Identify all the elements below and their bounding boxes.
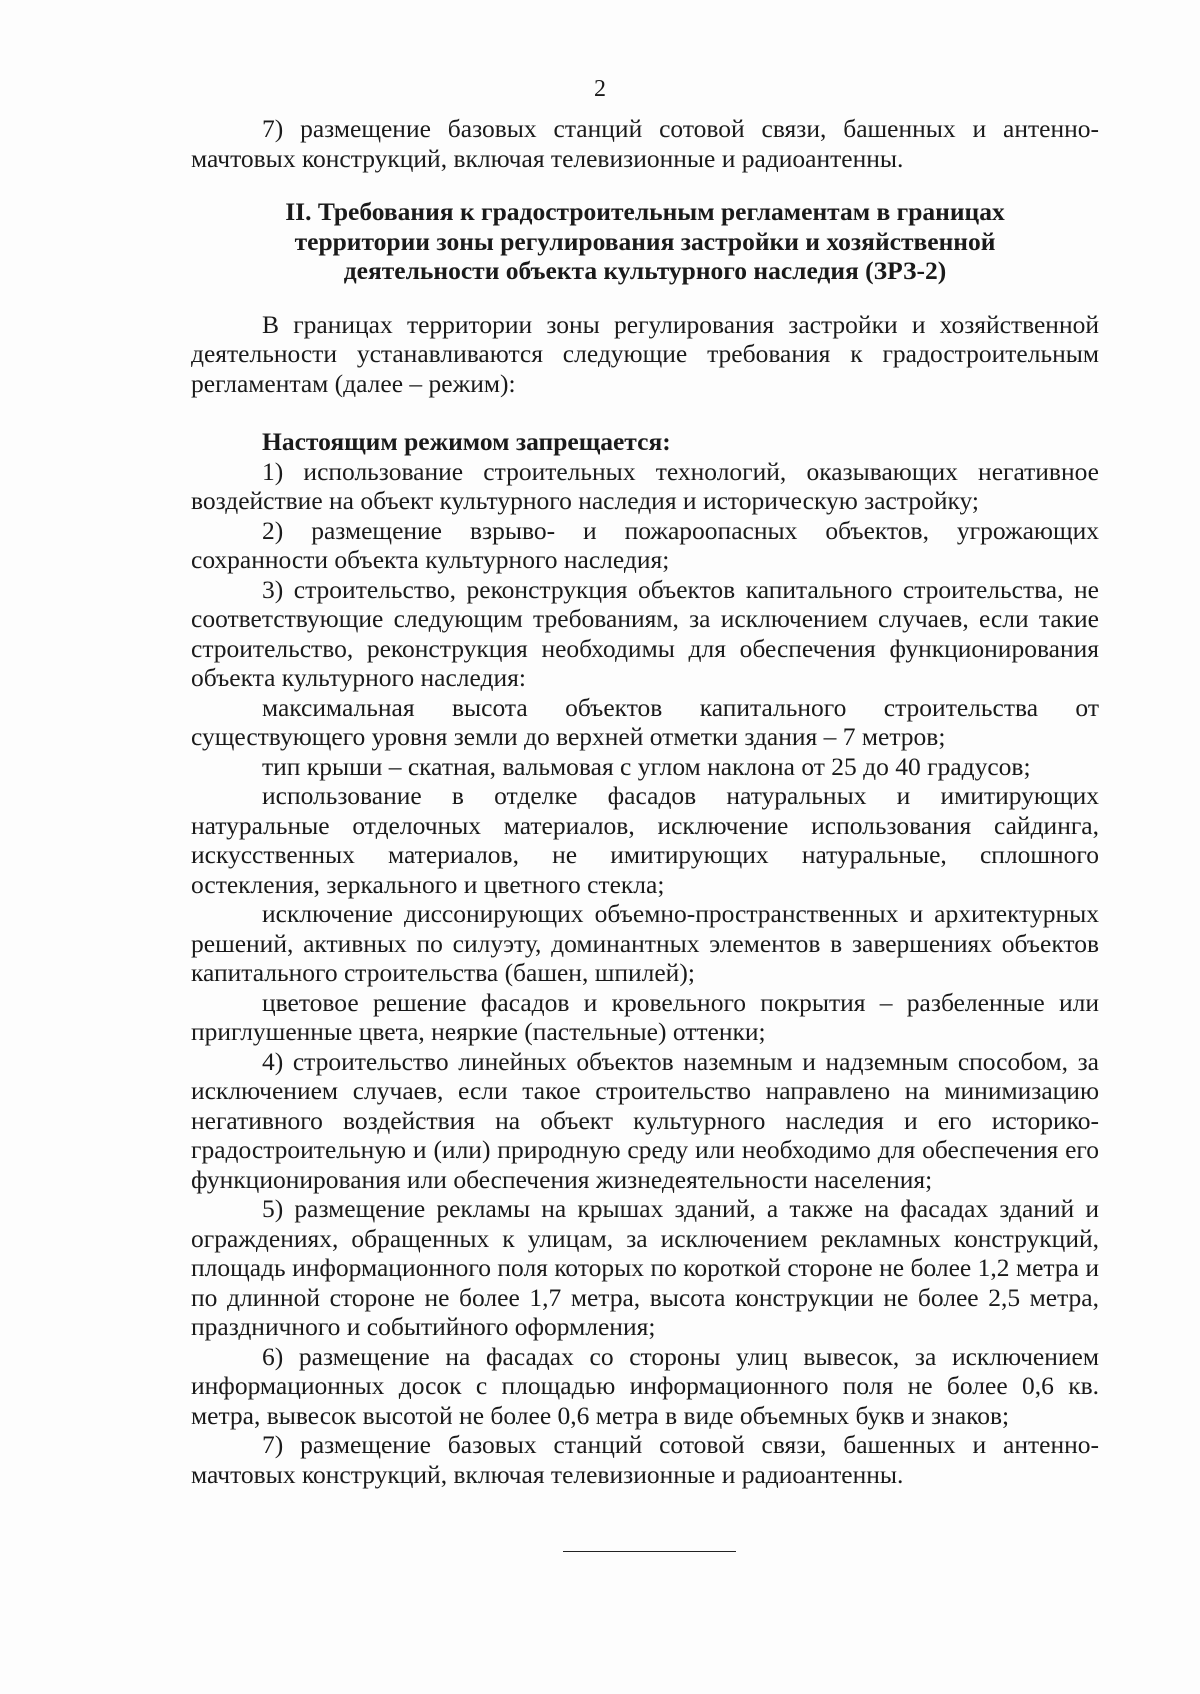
list-item: 1) использование строительных технологий, оказывающих негативное воздействие на объект культурного наследия и историческую застройку; (191, 456, 1099, 515)
section-heading-line: II. Требования к градостроительным регламентам в границах (285, 197, 1005, 226)
list-item: 7) размещение базовых станций сотовой связи, башенных и антенно-мачтовых конструкций, включая телевизионные и радиоантенны. (191, 1430, 1099, 1489)
section-heading-line: территории зоны регулирования застройки и хозяйственной (294, 226, 996, 256)
list-item: максимальная высота объектов капитального строительства от существующего уровня земли до верхней отметки здания – 7 метров; (191, 692, 1099, 751)
list-item: 5) размещение рекламы на крышах зданий, а также на фасадах зданий и ограждениях, обращенных к улицам, за исключением рекламных конструкций, площадь информационного поля которых по короткой стороне не более 1,2 метра и по длинной стороне не более 1,7 метра, высота конструкции не более 2,5 метра, праздничного и событийного оформления; (191, 1194, 1099, 1341)
intro-paragraph: 7) размещение базовых станций сотовой связи, башенных и антенно-мачтовых конструкций, включая телевизионные и радиоантенны. (191, 114, 1099, 173)
list-item: тип крыши – скатная, вальмовая с углом наклона от 25 до 40 градусов; (262, 751, 1031, 781)
list-item: 6) размещение на фасадах со стороны улиц вывесок, за исключением информационных досок с площадью информационного поля не более 0,6 кв. метра, вывесок высотой не более 0,6 метра в виде объемных букв и знаков; (191, 1341, 1099, 1430)
section-heading (191, 197, 1099, 286)
page-number: 2 (594, 76, 606, 102)
end-divider-line (563, 1551, 736, 1552)
prohibited-heading: Настоящим режимом запрещается: (262, 427, 671, 456)
document-body (191, 114, 1099, 1489)
list-item: исключение диссонирующих объемно-пространственных и архитектурных решений, активных по силуэту, доминантных элементов в завершениях объектов капитального строительства (башен, шпилей); (191, 899, 1099, 987)
lead-paragraph: В границах территории зоны регулирования застройки и хозяйственной деятельности устанавливаются следующие требования к градостроительным регламентам (далее – режим): (191, 309, 1099, 398)
list-item: 2) размещение взрыво- и пожароопасных объектов, угрожающих сохранности объекта культурного наследия; (191, 515, 1099, 574)
list-item: использование в отделке фасадов натуральных и имитирующих натуральные отделочных материалов, исключение использования сайдинга, искусственных материалов, не имитирующих натуральные, сплошного остекления, зеркального и цветного стекла; (191, 781, 1099, 899)
list-item: цветовое решение фасадов и кровельного покрытия – разбеленные или приглушенные цвета, неяркие (пастельные) оттенки; (191, 987, 1099, 1046)
paragraph-gap (191, 398, 1099, 427)
list-item: 3) строительство, реконструкция объектов капитального строительства, не соответствующие следующим требованиям, за исключением случаев, если такие строительство, реконструкция необходимы для обеспечения функционирования объекта культурного наследия: (191, 574, 1099, 692)
section-heading-line: деятельности объекта культурного наследия (ЗРЗ-2) (343, 256, 947, 285)
list-item: 4) строительство линейных объектов наземным и надземным способом, за исключением случаев, если такое строительство направлено на минимизацию негативного воздействия на объект культурного наследия и его историко-градостроительную и (или) природную среду или необходимо для обеспечения его функционирования или обеспечения жизнедеятельности населения; (191, 1046, 1099, 1194)
